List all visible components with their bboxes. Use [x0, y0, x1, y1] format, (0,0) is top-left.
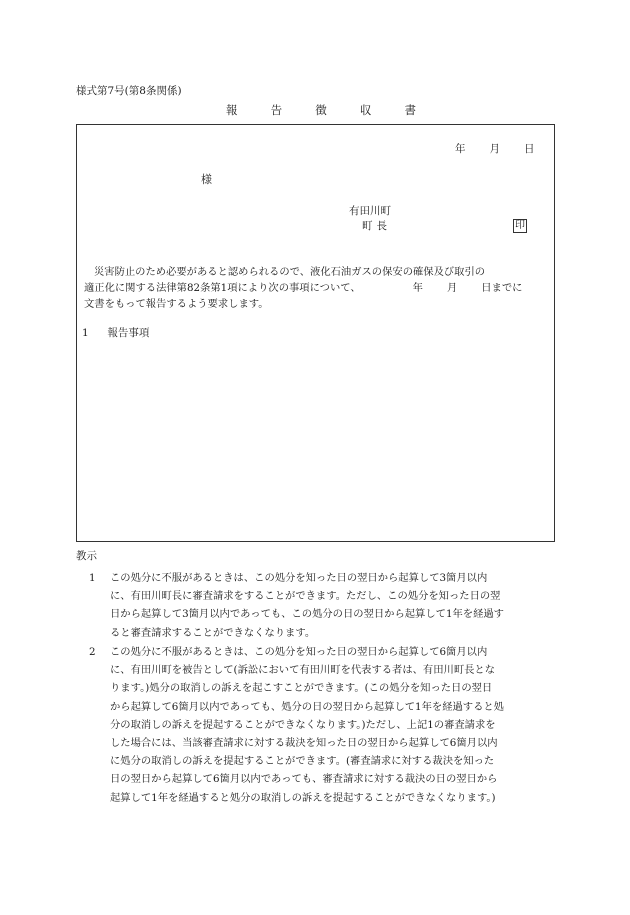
notice-item — [89, 569, 559, 642]
date-month: 月 — [489, 143, 500, 155]
title-char: 書 — [404, 103, 416, 117]
issuer-title: 町長 — [362, 220, 391, 232]
document-title — [226, 105, 416, 117]
title-char: 告 — [270, 103, 283, 117]
notice-line: この処分に不服があるときは、この処分を知った日の翌日から起算して6箇月以内 — [110, 646, 488, 658]
notice-line: 日から起算して3箇月以内であっても、この処分の日の翌日から起算して1年を経過す — [110, 608, 504, 621]
body-line-text: 適正化に関する法律第82条第1項により次の事項について、 — [84, 282, 361, 294]
request-body — [84, 264, 552, 312]
notice-line: ると審査請求することができなくなります。 — [110, 626, 316, 639]
deadline-year: 年 — [412, 282, 423, 294]
body-line-deadline — [84, 280, 552, 296]
notice-line: した場合には、当該審査請求に対する裁決を知った日の翌日から起算して6箇月以内 — [110, 737, 498, 750]
deadline-day: 日までに — [481, 282, 523, 294]
addressee-suffix: 様 — [201, 173, 212, 186]
seal-mark: 印 — [515, 220, 525, 231]
notice-heading: 教示 — [76, 550, 97, 562]
notice-number: 1 — [89, 572, 96, 584]
notice-number: 2 — [89, 646, 96, 658]
body-line: 文書をもって報告するよう要求します。 — [84, 298, 269, 310]
notice-line: から起算して6箇月以内であっても、処分の日の翌日から起算して1年を経過すると処 — [110, 700, 504, 713]
report-item-heading — [82, 328, 149, 339]
body-line: 災害防止のため必要があると認められるので、液化石油ガスの保安の確保及び取引の — [94, 266, 486, 278]
title-char: 収 — [359, 103, 372, 117]
notice-line: 日の翌日から起算して6箇月以内であっても、審査請求に対する裁決の日の翌日から — [110, 773, 498, 786]
notice-line: に、有田川町を被告として(訴訟において有田川町を代表する者は、有田川町長とな — [110, 664, 495, 677]
notice-line: この処分に不服があるときは、この処分を知った日の翌日から起算して3箇月以内 — [110, 572, 488, 584]
date-year: 年 — [455, 143, 466, 155]
deadline-month: 月 — [446, 282, 458, 294]
notice-line: ります。)処分の取消しの訴えを起こすことができます。(この処分を知った日の翌日 — [110, 682, 493, 695]
notice-item — [89, 643, 559, 807]
notice-line: 起算して1年を経過すると処分の取消しの訴えを提起することができなくなります。) — [110, 791, 496, 804]
title-char: 徴 — [315, 103, 327, 117]
date-day: 日 — [524, 143, 535, 155]
issuer-town: 有田川町 — [349, 205, 391, 217]
form-label: 様式第7号(第8条関係) — [76, 85, 182, 97]
report-item-number: 1 — [82, 327, 89, 339]
notice-line: に、有田川町長に審査請求をすることができます。ただし、この処分を知った日の翌 — [110, 590, 501, 603]
date-line — [455, 144, 535, 155]
notice-line: に処分の取消しの訴えを提起することができます。(審査請求に対する裁決を知った — [110, 755, 495, 768]
notice-line: 分の取消しの訴えを提起することができなくなります。)ただし、上記1の審査請求を — [110, 718, 496, 731]
title-char: 報 — [226, 103, 238, 117]
report-item-label: 報告事項 — [107, 327, 150, 339]
